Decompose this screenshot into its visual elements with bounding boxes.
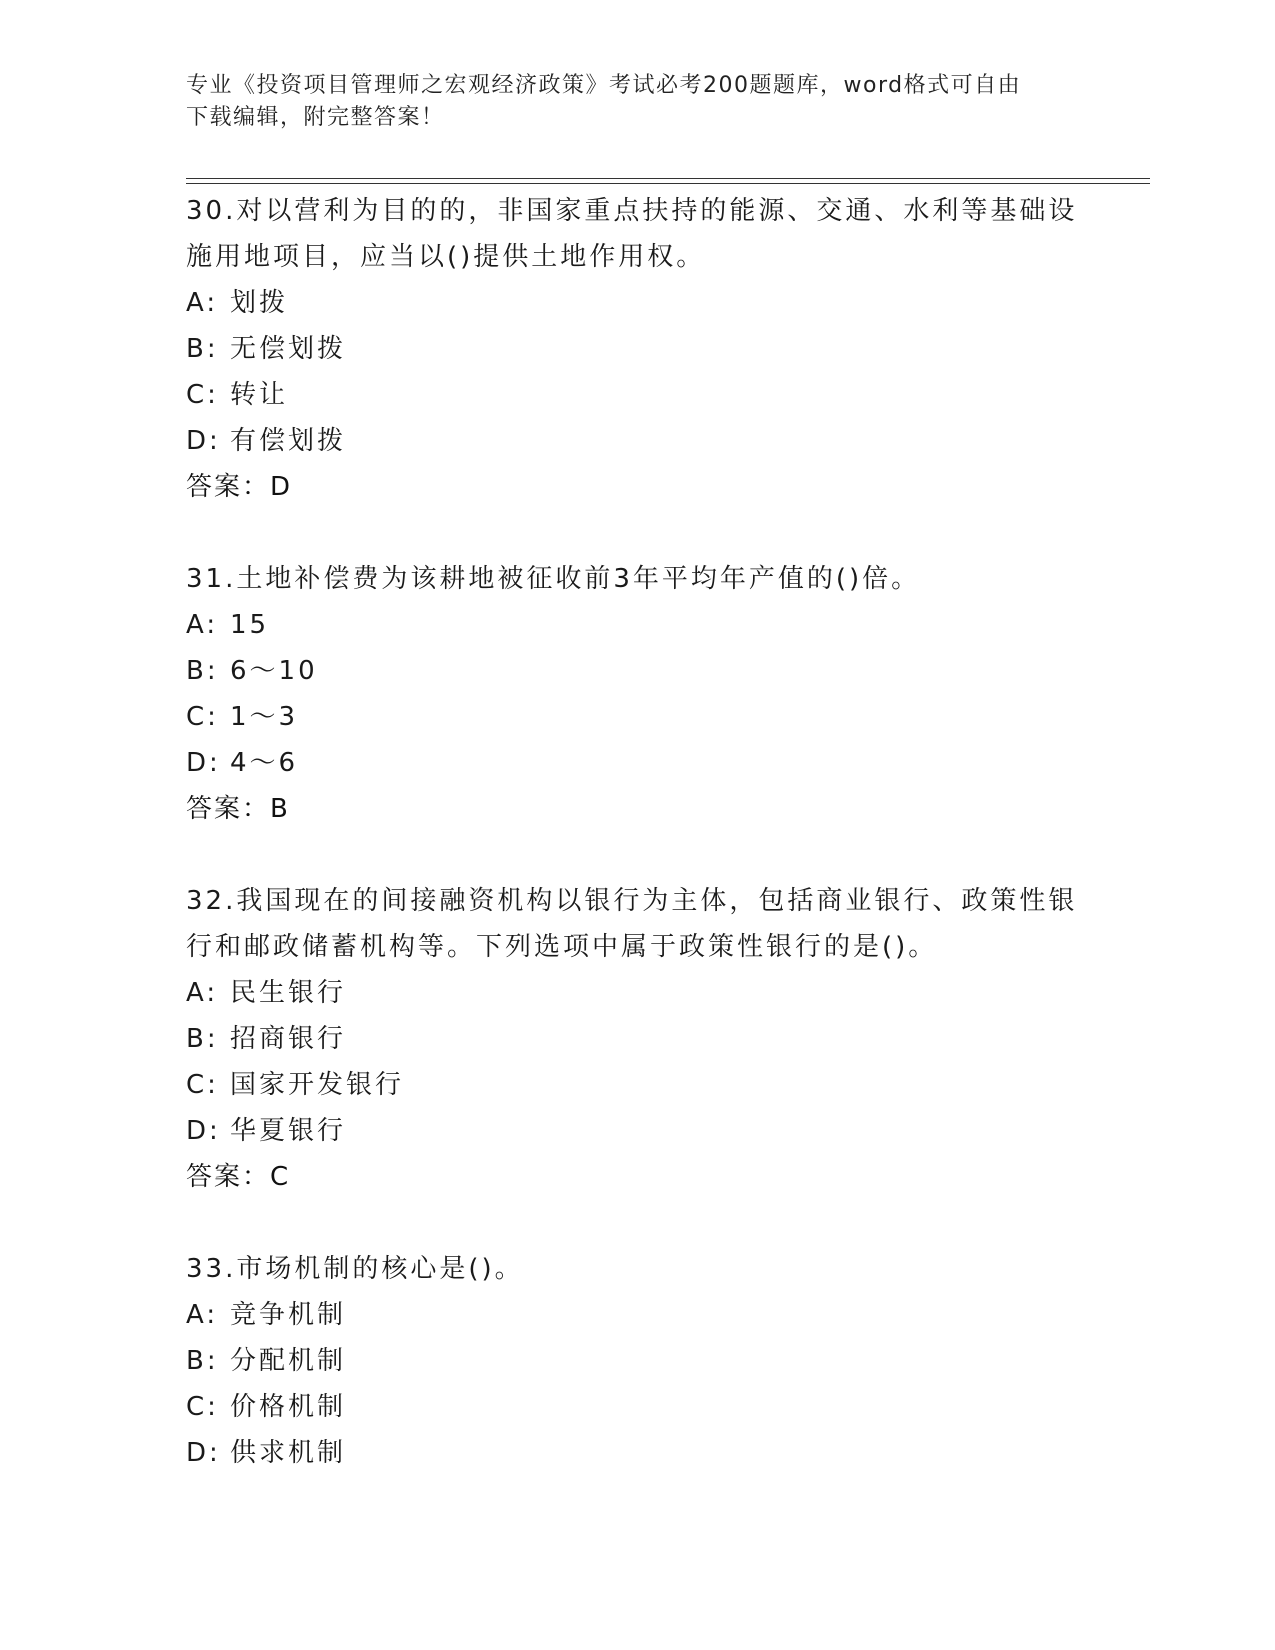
option-c: [186, 1062, 1086, 1108]
option-text: 4～6: [230, 748, 299, 778]
question-32: [186, 878, 1086, 1200]
option-c: [186, 694, 1086, 740]
option-text: 有偿划拨: [230, 426, 347, 456]
option-letter: C:: [186, 702, 219, 732]
option-text: 竞争机制: [230, 1300, 347, 1330]
option-a: [186, 280, 1086, 326]
question-31: [186, 556, 1086, 832]
option-text: 供求机制: [230, 1438, 347, 1468]
option-a: [186, 1292, 1086, 1338]
option-c: [186, 1384, 1086, 1430]
option-c: [186, 372, 1086, 418]
option-letter: C:: [186, 1392, 219, 1422]
question-gap: [186, 510, 1086, 556]
option-letter: D:: [186, 426, 221, 456]
option-letter: C:: [186, 380, 219, 410]
option-text: 转让: [230, 380, 289, 410]
option-b: [186, 326, 1086, 372]
question-text: 31.土地补偿费为该耕地被征收前3年平均年产值的()倍。: [186, 564, 921, 594]
question-30: [186, 188, 1086, 510]
option-text: 分配机制: [230, 1346, 347, 1376]
question-text: 33.市场机制的核心是()。: [186, 1254, 524, 1284]
question-text: 32.我国现在的间接融资机构以银行为主体，包括商业银行、政策性银: [186, 886, 1078, 916]
option-text: 华夏银行: [230, 1116, 347, 1146]
option-text: 15: [230, 610, 270, 640]
option-letter: C:: [186, 1070, 219, 1100]
question-text-continued: 行和邮政储蓄机构等。下列选项中属于政策性银行的是()。: [186, 932, 938, 962]
option-b: [186, 1016, 1086, 1062]
answer-label: 答案：D: [186, 472, 293, 502]
option-text: 民生银行: [230, 978, 347, 1008]
option-letter: B:: [186, 334, 219, 364]
question-text: 30.对以营利为目的的，非国家重点扶持的能源、交通、水利等基础设: [186, 196, 1078, 226]
option-letter: B:: [186, 1024, 219, 1054]
question-33: [186, 1246, 1086, 1476]
question-gap: [186, 832, 1086, 878]
option-d: [186, 1430, 1086, 1476]
header-line-1: 专业《投资项目管理师之宏观经济政策》考试必考200题题库，word格式可自由: [186, 73, 1022, 98]
answer-label: 答案：B: [186, 794, 290, 824]
option-text: 招商银行: [230, 1024, 347, 1054]
option-letter: D:: [186, 1438, 221, 1468]
option-text: 6～10: [230, 656, 318, 686]
option-letter: B:: [186, 1346, 219, 1376]
answer-label: 答案：C: [186, 1162, 291, 1192]
option-b: [186, 1338, 1086, 1384]
question-text-continued: 施用地项目，应当以()提供土地作用权。: [186, 242, 706, 272]
option-a: [186, 602, 1086, 648]
option-a: [186, 970, 1086, 1016]
option-text: 1～3: [230, 702, 299, 732]
option-letter: A:: [186, 610, 219, 640]
option-d: [186, 740, 1086, 786]
option-text: 国家开发银行: [230, 1070, 405, 1100]
option-text: 无偿划拨: [230, 334, 347, 364]
option-b: [186, 648, 1086, 694]
option-d: [186, 1108, 1086, 1154]
option-letter: A:: [186, 978, 219, 1008]
option-letter: B:: [186, 656, 219, 686]
question-gap: [186, 1200, 1086, 1246]
header-divider-top: [186, 178, 1150, 179]
option-text: 价格机制: [230, 1392, 347, 1422]
option-d: [186, 418, 1086, 464]
question-list: [186, 188, 1086, 1476]
option-letter: D:: [186, 748, 221, 778]
option-letter: A:: [186, 288, 219, 318]
header-line-2: 下载编辑，附完整答案！: [186, 105, 445, 130]
option-letter: A:: [186, 1300, 219, 1330]
header-divider-bottom: [186, 183, 1150, 184]
option-letter: D:: [186, 1116, 221, 1146]
document-header: [186, 70, 1086, 134]
option-text: 划拨: [230, 288, 289, 318]
